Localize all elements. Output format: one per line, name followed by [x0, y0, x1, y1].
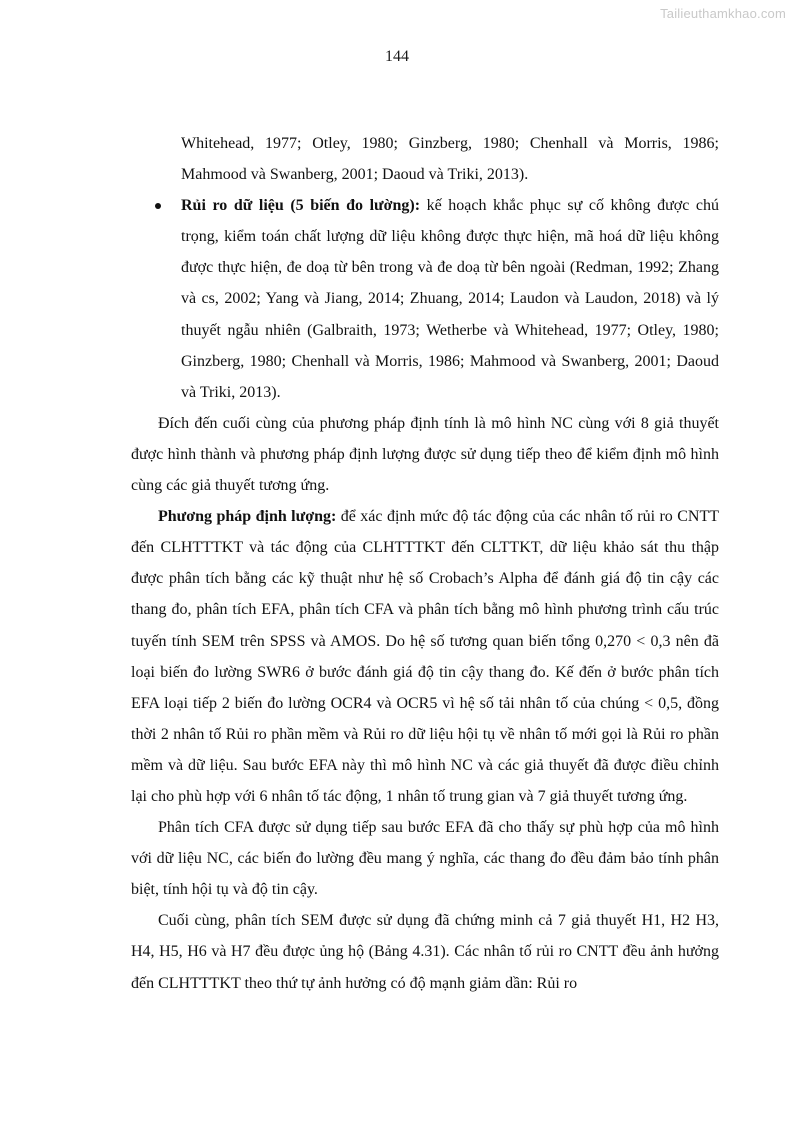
- paragraph-qualitative-goal: Đích đến cuối cùng của phương pháp định tính là mô hình NC cùng với 8 giả thuyết được hình thành và phương pháp định lượng được sử dụng tiếp theo để kiểm định mô hình cùng các giả thuyết tương ứng.: [131, 414, 719, 495]
- watermark: Tailieuthamkhao.com: [660, 6, 786, 21]
- bullet-title: Rủi ro dữ liệu (5 biến đo lường):: [181, 197, 421, 215]
- bullet-item-data-risk: [131, 190, 719, 408]
- paragraph-cfa: Phân tích CFA được sử dụng tiếp sau bước EFA đã cho thấy sự phù hợp của mô hình với dữ liệu NC, các biến đo lường đều mang ý nghĩa, các thang đo đều đảm bảo tính phân biệt, tính hội tụ và độ tin cậy.: [131, 819, 719, 899]
- document-body: [131, 128, 719, 999]
- page-number: 144: [385, 48, 409, 65]
- bullet-dot-icon: [155, 203, 161, 209]
- paragraph-heading: Phương pháp định lượng:: [158, 508, 337, 526]
- bullet-text: kế hoạch khắc phục sự cố không được chú trọng, kiểm toán chất lượng dữ liệu không được thực hiện, mã hoá dữ liệu không được thực hiện, đe doạ từ bên trong và đe doạ từ bên ngoài (Redman, 1992; Zhang và cs, 2002; Yang và Jiang, 2014; Zhuang, 2014; Laudon và Laudon, 2018) và lý thuyết ngẫu nhiên (Galbraith, 1973; Wetherbe và Whitehead, 1977; Otley, 1980; Ginzberg, 1980; Chenhall và Morris, 1986; Mahmood và Swanberg, 2001; Daoud và Triki, 2013).: [181, 197, 719, 401]
- paragraph-text: để xác định mức độ tác động của các nhân tố rủi ro CNTT đến CLHTTTKT và tác động của CLHTTTKT đến CLTTKT, dữ liệu khảo sát thu thập được phân tích bằng các kỹ thuật như hệ số Crobach’s Alpha để đánh giá độ tin cậy các thang đo, phân tích EFA, phân tích CFA và phân tích bằng mô hình phương trình cấu trúc tuyến tính SEM trên SPSS và AMOS. Do hệ số tương quan biến tổng 0,270 < 0,3 nên đã loại biến đo lường SWR6 ở bước đánh giá độ tin cậy thang đo. Kế đến ở bước phân tích EFA loại tiếp 2 biến đo lường OCR4 và OCR5 vì hệ số tải nhân tố của chúng < 0,5, đồng thời 2 nhân tố Rủi ro phần mềm và Rủi ro dữ liệu hội tụ về nhân tố mới gọi là Rủi ro phần mềm và dữ liệu. Sau bước EFA này thì mô hình NC và các giả thuyết đã được điều chỉnh lại cho phù hợp với 6 nhân tố tác động, 1 nhân tố trung gian và 7 giả thuyết tương ứng.: [131, 508, 720, 805]
- paragraph-sem: Cuối cùng, phân tích SEM được sử dụng đã chứng minh cả 7 giả thuyết H1, H2 H3, H4, H5, H6 và H7 đều được ủng hộ (Bảng 4.31). Các nhân tố rủi ro CNTT đều ảnh hưởng đến CLHTTTKT theo thứ tự ảnh hưởng có độ mạnh giảm dần: Rủi ro: [131, 912, 719, 992]
- paragraph-quantitative-method: [131, 501, 719, 812]
- citation-continuation: Whitehead, 1977; Otley, 1980; Ginzberg, 1980; Chenhall và Morris, 1986; Mahmood và Swanberg, 2001; Daoud và Triki, 2013).: [181, 135, 719, 184]
